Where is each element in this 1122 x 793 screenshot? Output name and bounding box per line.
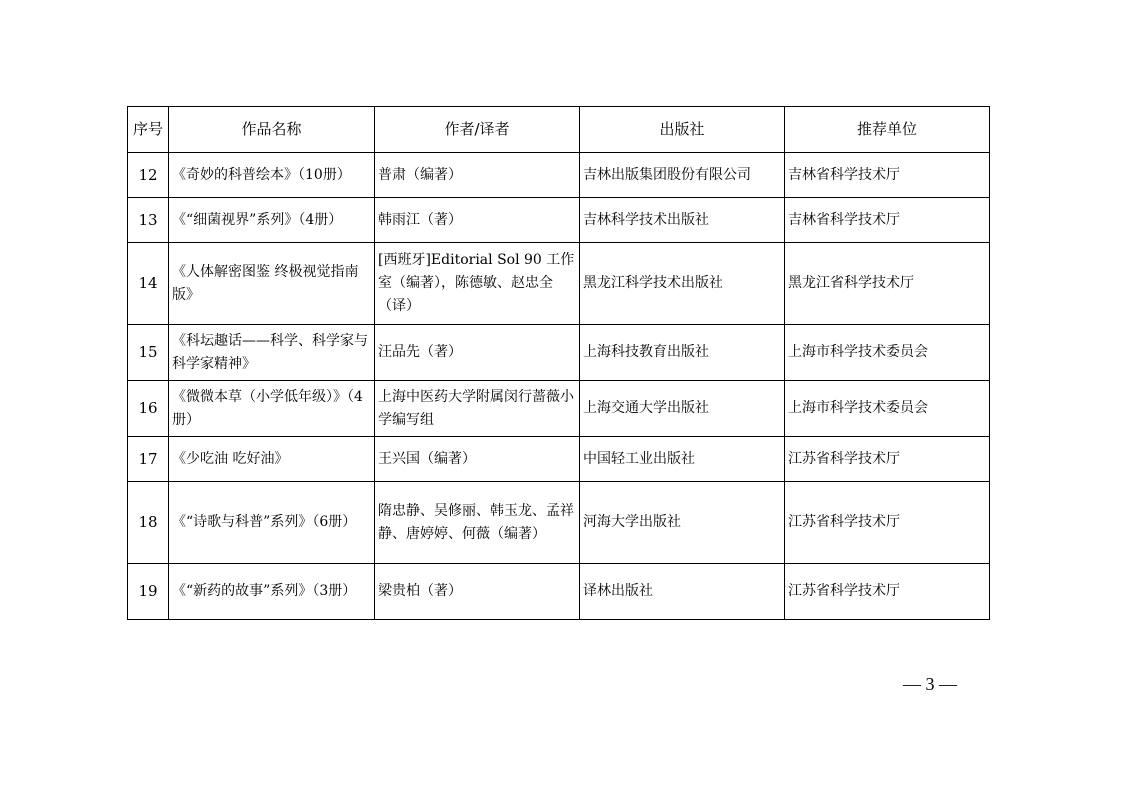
- cell-work-title: 《“诗歌与科普”系列》（6册）: [169, 482, 375, 564]
- cell-publisher: 河海大学出版社: [580, 482, 785, 564]
- cell-work-title: 《“新药的故事”系列》（3册）: [169, 564, 375, 620]
- table-row: [128, 243, 990, 325]
- cell-author: 梁贵柏（著）: [375, 564, 580, 620]
- recommended-works-table: [127, 106, 990, 620]
- table-row: [128, 437, 990, 482]
- cell-serial-number: 13: [128, 198, 169, 243]
- cell-serial-number: 12: [128, 153, 169, 198]
- page-number: — 3 —: [903, 674, 957, 694]
- cell-recommending-unit: 吉林省科学技术厅: [785, 198, 990, 243]
- cell-recommending-unit: 江苏省科学技术厅: [785, 482, 990, 564]
- cell-serial-number: 16: [128, 381, 169, 437]
- cell-author: 隋忠静、吴修丽、韩玉龙、孟祥静、唐婷婷、何薇（编著）: [375, 482, 580, 564]
- cell-author: 普肃（编著）: [375, 153, 580, 198]
- table-row: [128, 381, 990, 437]
- cell-author: 上海中医药大学附属闵行蔷薇小学编写组: [375, 381, 580, 437]
- cell-author: 王兴国（编著）: [375, 437, 580, 482]
- cell-publisher: 上海科技教育出版社: [580, 325, 785, 381]
- cell-serial-number: 14: [128, 243, 169, 325]
- cell-work-title: 《微微本草（小学低年级）》（4册）: [169, 381, 375, 437]
- cell-author: 韩雨江（著）: [375, 198, 580, 243]
- cell-publisher: 吉林出版集团股份有限公司: [580, 153, 785, 198]
- cell-work-title: 《科坛趣话——科学、科学家与科学家精神》: [169, 325, 375, 381]
- cell-recommending-unit: 上海市科学技术委员会: [785, 325, 990, 381]
- table-row: [128, 325, 990, 381]
- header-serial-number: 序号: [128, 107, 169, 153]
- cell-publisher: 上海交通大学出版社: [580, 381, 785, 437]
- cell-work-title: 《少吃油 吃好油》: [169, 437, 375, 482]
- cell-recommending-unit: 江苏省科学技术厅: [785, 564, 990, 620]
- cell-serial-number: 15: [128, 325, 169, 381]
- cell-recommending-unit: 江苏省科学技术厅: [785, 437, 990, 482]
- cell-publisher: 吉林科学技术出版社: [580, 198, 785, 243]
- cell-author: 汪品先（著）: [375, 325, 580, 381]
- table-row: [128, 482, 990, 564]
- cell-recommending-unit: 吉林省科学技术厅: [785, 153, 990, 198]
- header-work-title: 作品名称: [169, 107, 375, 153]
- cell-publisher: 中国轻工业出版社: [580, 437, 785, 482]
- cell-publisher: 译林出版社: [580, 564, 785, 620]
- cell-author: [西班牙]Editorial Sol 90 工作室（编著），陈德敏、赵忠全（译）: [375, 243, 580, 325]
- works-table-container: [127, 106, 990, 620]
- cell-work-title: 《人体解密图鉴 终极视觉指南版》: [169, 243, 375, 325]
- cell-work-title: 《奇妙的科普绘本》（10册）: [169, 153, 375, 198]
- cell-serial-number: 19: [128, 564, 169, 620]
- table-row: [128, 153, 990, 198]
- cell-serial-number: 18: [128, 482, 169, 564]
- header-recommending-unit: 推荐单位: [785, 107, 990, 153]
- table-row: [128, 564, 990, 620]
- cell-work-title: 《“细菌视界”系列》（4册）: [169, 198, 375, 243]
- table-header-row: [128, 107, 990, 153]
- cell-serial-number: 17: [128, 437, 169, 482]
- header-publisher: 出版社: [580, 107, 785, 153]
- header-author-translator: 作者/译者: [375, 107, 580, 153]
- table-row: [128, 198, 990, 243]
- cell-recommending-unit: 上海市科学技术委员会: [785, 381, 990, 437]
- cell-publisher: 黑龙江科学技术出版社: [580, 243, 785, 325]
- cell-recommending-unit: 黑龙江省科学技术厅: [785, 243, 990, 325]
